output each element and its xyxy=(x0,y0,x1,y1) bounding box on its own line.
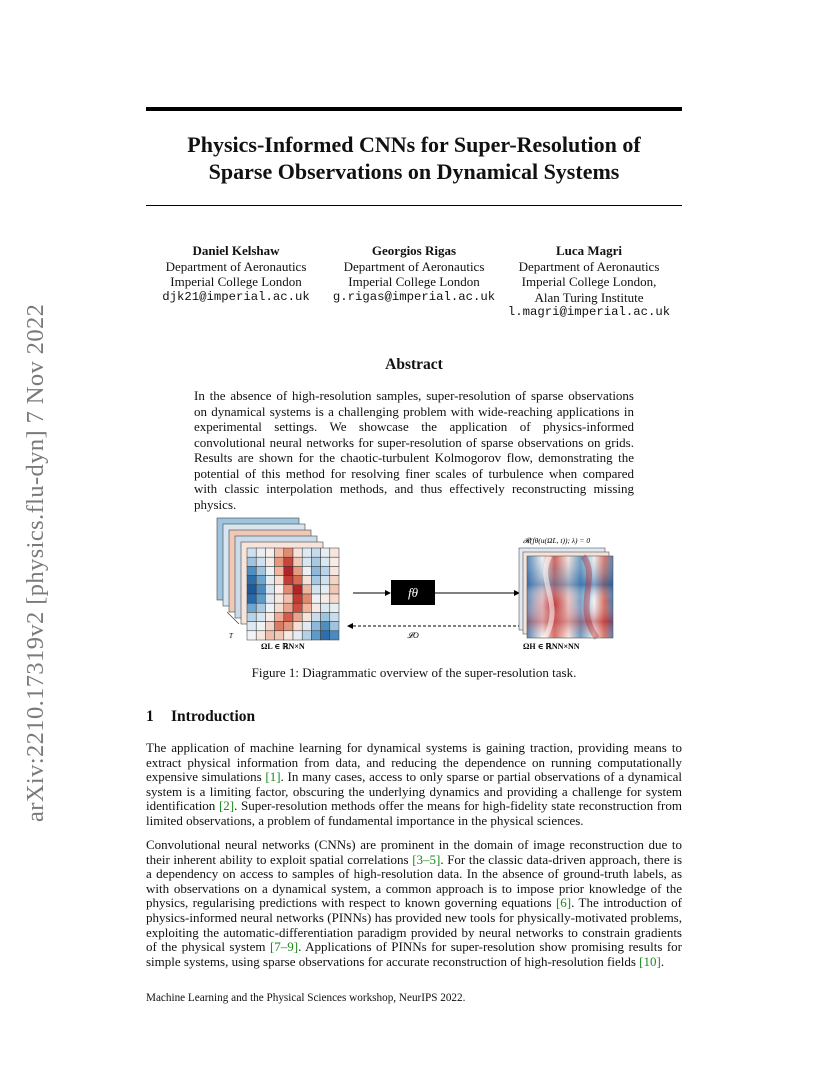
grid-cell xyxy=(302,594,311,603)
paragraph-1 xyxy=(146,741,682,829)
arxiv-identifier: arXiv:2210.17319v2 [physics.flu-dyn] 7 Nov 2022 xyxy=(22,303,49,822)
grid-cell xyxy=(293,576,302,585)
citation-link[interactable]: [10] xyxy=(639,953,661,969)
grid-cell xyxy=(302,566,311,575)
grid-cell xyxy=(284,585,293,594)
grid-cell xyxy=(293,603,302,612)
author-affiliation: Imperial College London xyxy=(348,274,480,289)
grid-cell xyxy=(284,566,293,575)
low-res-label: ΩL ∈ ℝN×N xyxy=(261,642,305,650)
grid-cell xyxy=(284,631,293,640)
grid-cell xyxy=(293,548,302,557)
author-name: Daniel Kelshaw xyxy=(192,243,280,258)
text-run: The application of machine learning for dynamical systems is gaining traction, providing means to extract physical information from data, and reducing the dependence on running computationally expensive simulations xyxy=(146,740,682,785)
grid-cell xyxy=(247,566,256,575)
grid-cell xyxy=(321,566,330,575)
grid-cell xyxy=(321,594,330,603)
grid-cell xyxy=(330,612,339,621)
paragraph-2 xyxy=(146,838,682,969)
grid-cell xyxy=(256,622,265,631)
grid-cell xyxy=(247,594,256,603)
grid-cell xyxy=(256,631,265,640)
grid-cell xyxy=(293,566,302,575)
time-label: T xyxy=(229,632,233,640)
author-name: Luca Magri xyxy=(555,243,623,258)
high-res-label: ΩH ∈ ℝNN×NN xyxy=(523,642,580,650)
grid-cell xyxy=(311,594,320,603)
author-affiliation: Imperial College London xyxy=(170,274,302,289)
grid-cell xyxy=(275,548,284,557)
text-run: . For the classic data-driven approach, there is a dependency on access to samples of high-resolution data. In the absence of ground-truth labels, as with observations on a dynamical system, a common approach is to impose prior knowledge of the physics, regularising predictions with respect to known governing equations xyxy=(146,851,682,911)
grid-cell xyxy=(247,576,256,585)
citation-link[interactable]: [6] xyxy=(555,895,572,911)
grid-cell xyxy=(302,557,311,566)
author-email[interactable]: l.magri@imperial.ac.uk xyxy=(507,305,671,319)
grid-cell xyxy=(247,585,256,594)
grid-cell xyxy=(321,631,330,640)
grid-cell xyxy=(302,622,311,631)
author-affiliation: Department of Aeronautics xyxy=(165,258,307,274)
grid-cell xyxy=(302,612,311,621)
grid-cell xyxy=(330,576,339,585)
grid-cell xyxy=(247,622,256,631)
grid-cell xyxy=(256,594,265,603)
citation-link[interactable]: [1] xyxy=(265,769,281,785)
grid-cell xyxy=(321,576,330,585)
grid-cell xyxy=(330,622,339,631)
grid-cell xyxy=(302,631,311,640)
grid-cell xyxy=(293,557,302,566)
grid-cell xyxy=(256,548,265,557)
grid-cell xyxy=(330,603,339,612)
grid-cell xyxy=(256,585,265,594)
grid-cell xyxy=(293,631,302,640)
grid-cell xyxy=(311,548,320,557)
text-run: . Applications of PINNs for super-resolution show promising results for simple systems, using sparse observations for accurate reconstruction of high-resolution fields xyxy=(146,939,682,969)
citation-link[interactable]: [7–9] xyxy=(269,939,299,955)
grid-cell xyxy=(256,557,265,566)
grid-cell xyxy=(265,594,274,603)
residual-label: 𝓡(fθ(u(ΩL, t)); λ) = 0 xyxy=(523,536,591,545)
text-run: . In many cases, access to only sparse or partial observations of a dynamical system is a limiting factor, obscuring the underlying dynamics and providing a challenge for system identification xyxy=(146,769,682,814)
grid-cell xyxy=(284,548,293,557)
grid-cell xyxy=(265,612,274,621)
grid-cell xyxy=(293,612,302,621)
grid-cell xyxy=(275,585,284,594)
text-run: . The introduction of physics-informed neural networks (PINNs) has provided new tools for physically-motivated problems, exploiting the automatic-differentiation paradigm provided by neural networks to constrain gradients of the physical system xyxy=(146,895,682,955)
grid-cell xyxy=(265,557,274,566)
grid-cell xyxy=(321,585,330,594)
grid-cell xyxy=(265,548,274,557)
grid-cell xyxy=(330,557,339,566)
model-label: fθ xyxy=(408,585,418,600)
title-top-rule xyxy=(146,107,682,111)
grid-cell xyxy=(265,622,274,631)
model-block xyxy=(347,580,520,640)
grid-cell xyxy=(293,585,302,594)
grid-cell xyxy=(275,603,284,612)
abstract-text: In the absence of high-resolution samples, super-resolution of sparse observations on dynamical systems is a challenging problem with wide-reaching applications in experimental settings. We showcase the application of physics-informed convolutional neural networks for super-resolution of sparse observations on grids. Results are shown for the chaotic-turbulent Kolmogorov flow, demonstrating the potential of this method for resolving finer scales of turbulence when compared with classic interpolation methods, and thus effectively reconstructing missing physics. xyxy=(194,388,634,512)
footer-note: Machine Learning and the Physical Sciences workshop, NeurIPS 2022. xyxy=(146,992,466,1004)
grid-cell xyxy=(275,612,284,621)
author-1 xyxy=(146,243,326,305)
grid-cell xyxy=(321,548,330,557)
low-res-grid xyxy=(247,548,339,640)
grid-cell xyxy=(330,631,339,640)
grid-cell xyxy=(247,603,256,612)
author-affiliation: Department of Aeronautics xyxy=(343,258,485,274)
grid-cell xyxy=(256,566,265,575)
grid-cell xyxy=(275,594,284,603)
text-run: . xyxy=(660,953,665,969)
grid-cell xyxy=(256,603,265,612)
grid-cell xyxy=(321,622,330,631)
grid-cell xyxy=(330,566,339,575)
citation-link[interactable]: [2] xyxy=(218,798,235,814)
abstract-heading: Abstract xyxy=(385,356,443,373)
grid-cell xyxy=(284,576,293,585)
grid-cell xyxy=(330,548,339,557)
input-arrow-head xyxy=(385,590,391,596)
grid-cell xyxy=(265,566,274,575)
section-number: 1 xyxy=(146,708,154,725)
grid-cell xyxy=(321,557,330,566)
grid-cell xyxy=(275,622,284,631)
grid-cell xyxy=(311,566,320,575)
citation-link[interactable]: [3–5] xyxy=(412,851,441,867)
grid-cell xyxy=(311,576,320,585)
grid-cell xyxy=(284,557,293,566)
text-run: . Super-resolution methods offer the means for high-fidelity state reconstruction from limited observations, a problem of fundamental importance in the physical sciences. xyxy=(146,798,683,828)
grid-cell xyxy=(247,631,256,640)
author-3 xyxy=(504,243,674,321)
figure-1 xyxy=(205,512,625,650)
grid-cell xyxy=(311,585,320,594)
grid-cell xyxy=(311,612,320,621)
grid-cell xyxy=(302,603,311,612)
text-run: Convolutional neural networks (CNNs) are prominent in the domain of image reconstruction due to their inherent ability to exploit spatial correlations xyxy=(146,837,682,867)
author-affiliation: Imperial College London, xyxy=(521,274,657,289)
grid-cell xyxy=(293,594,302,603)
grid-cell xyxy=(311,557,320,566)
grid-cell xyxy=(302,548,311,557)
grid-cell xyxy=(311,622,320,631)
section-heading xyxy=(146,708,255,726)
grid-cell xyxy=(247,612,256,621)
grid-cell xyxy=(330,585,339,594)
author-name: Georgios Rigas xyxy=(371,243,457,258)
grid-cell xyxy=(284,603,293,612)
grid-cell xyxy=(265,603,274,612)
grid-cell xyxy=(284,612,293,621)
grid-cell xyxy=(321,603,330,612)
author-2 xyxy=(324,243,504,305)
grid-cell xyxy=(265,631,274,640)
loss-arrow-head xyxy=(347,623,353,629)
grid-cell xyxy=(256,612,265,621)
section-title: Introduction xyxy=(171,708,256,725)
grid-cell xyxy=(284,594,293,603)
grid-cell xyxy=(275,566,284,575)
grid-cell xyxy=(265,576,274,585)
grid-cell xyxy=(275,576,284,585)
high-res-vortex xyxy=(527,556,613,638)
title-bottom-rule xyxy=(146,205,682,206)
title-line-1: Physics-Informed CNNs for Super-Resolution of xyxy=(187,132,641,157)
grid-cell xyxy=(275,631,284,640)
grid-cell xyxy=(330,594,339,603)
super-resolution-diagram xyxy=(205,512,625,650)
grid-cell xyxy=(293,622,302,631)
author-affiliation: Alan Turing Institute xyxy=(534,289,644,305)
grid-cell xyxy=(275,557,284,566)
figure-caption: Figure 1: Diagrammatic overview of the super-resolution task. xyxy=(251,665,577,680)
author-affiliation: Department of Aeronautics xyxy=(518,258,660,274)
author-email[interactable]: djk21@imperial.ac.uk xyxy=(162,289,310,304)
grid-cell xyxy=(256,576,265,585)
grid-cell xyxy=(302,576,311,585)
grid-cell xyxy=(321,612,330,621)
grid-cell xyxy=(247,557,256,566)
author-email[interactable]: g.rigas@imperial.ac.uk xyxy=(332,289,496,304)
grid-cell xyxy=(311,603,320,612)
grid-cell xyxy=(265,585,274,594)
loss-label: 𝓛O xyxy=(407,631,419,640)
title-line-2: Sparse Observations on Dynamical Systems xyxy=(208,159,620,184)
high-res-stack xyxy=(519,536,613,650)
grid-cell xyxy=(302,585,311,594)
grid-cell xyxy=(311,631,320,640)
paper-title xyxy=(146,131,682,185)
grid-cell xyxy=(247,548,256,557)
grid-cell xyxy=(284,622,293,631)
low-res-stack xyxy=(217,518,339,650)
